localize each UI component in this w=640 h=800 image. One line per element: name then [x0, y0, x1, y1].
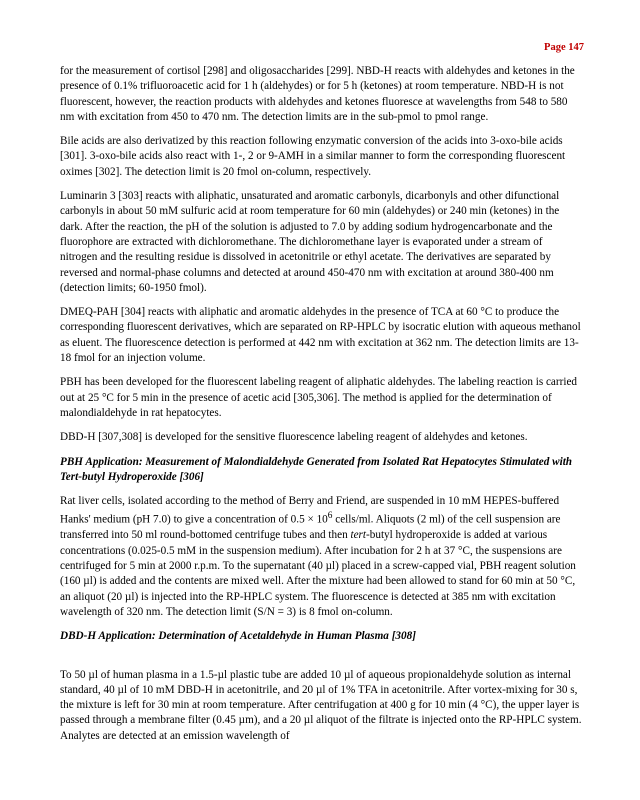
procedure-text-3: -butyl hydroperoxide is added at various concentrations (0.025-0.5 mM in the suspension medium). After incubation for 2 h at 37 °C, the suspensions are centrifuged for 5 min at 2000 r.p.m. To the supernatant (40 µl) placed in a screw-capped vial, PBH reagent solution (160 µl) is added and the contents are mixed well. After the mixture had been allowed to stand for 60 min at 50 °C, an aliquot (20 µl) is injected into the RP-HPLC system. The fluorescence is detected at 385 nm with excitation wavelength of 320 nm. The detection limit (S/N = 3) is 8 fmol on-column. — [60, 529, 576, 618]
italic-term: tert — [350, 529, 367, 542]
exponent: 6 — [327, 511, 333, 522]
paragraph-dbd-h: DBD-H [307,308] is developed for the sensitive fluorescence labeling reagent of aldehydes and ketones. — [60, 431, 528, 444]
paragraph-dbd-h-procedure: To 50 µl of human plasma in a 1.5-µl plastic tube are added 10 µl of aqueous propionaldehyde solution as internal standard, 40 µl of 10 mM DBD-H in acetonitrile, and 20 µl of 1% TFA in acetonitrile. After vortex-mixing for 30 s, the mixture is left for 30 min at room temperature. After centrifugation at 400 g for 10 min (4 °C), the upper layer is passed through a membrane filter (0.45 µm), and a 20 µl aliquot of the filtrate is injected onto the RP-HPLC system. Analytes are detected at an emission wavelength of — [60, 668, 582, 742]
paragraph-pbh: PBH has been developed for the fluorescent labeling reagent of aliphatic aldehydes. The labeling reaction is carried out at 25 °C for 5 min in the presence of acetic acid [305,306]. The method is applied for the determination of malondialdehyde in rat hepatocytes. — [60, 376, 578, 419]
paragraph-pbh-procedure — [60, 494, 582, 620]
paragraph-dmeq-pah: DMEQ-PAH [304] reacts with aliphatic and aromatic aldehydes in the presence of TCA at 60 °C to produce the corresponding fluorescent derivatives, which are separated on RP-HPLC by isocratic elution with aqueous methanol as eluent. The fluorescence detection is performed at 442 nm with excitation at 362 nm. The detection limits are 13-18 fmol for an injection volume. — [60, 306, 581, 365]
paragraph-luminarin: Luminarin 3 [303] reacts with aliphatic, unsaturated and aromatic carbonyls, dicarbonyls and other difunctional carbonyls in about 50 mM sulfuric acid at room temperature for 60 min (aldehydes) or 240 min (ketones) in the dark. After the reaction, the pH of the solution is adjusted to 7.0 by adding sodium hydrogencarbonate and the fluorophore are extracted with dichloromethane. The dichloromethane layer is evaporated under a stream of nitrogen and the resulting residue is dissolved in acetonitrile or ethyl acetate. The derivatives are separated by reversed and normal-phase columns and detected at around 450-470 nm with excitation at around 380-400 nm (detection limits; 60-1950 fmol). — [60, 190, 560, 294]
section-heading-pbh-application: PBH Application: Measurement of Malondialdehyde Generated from Isolated Rat Hepatocytes Stimulated with Tert-butyl Hydroperoxide [306] — [60, 455, 573, 483]
section-heading-dbd-h-application: DBD-H Application: Determination of Acetaldehyde in Human Plasma [308] — [60, 630, 416, 643]
document-body — [60, 64, 582, 753]
paragraph-bile-acids: Bile acids are also derivatized by this reaction following enzymatic conversion of the acids into 3-oxo-bile acids [301]. 3-oxo-bile acids also react with 1-, 2 or 9-AMH in a similar manner to form the corresponding fluorescent oximes [302]. The detection limit is 20 fmol on-column, respectively. — [60, 135, 566, 178]
paragraph-nbd-h: for the measurement of cortisol [298] and oligosaccharides [299]. NBD-H reacts with aldehydes and ketones in the presence of 0.1% trifluoroacetic acid for 1 h (aldehydes) or for 5 h (ketones) at room temperature. NBD-H is not fluorescent, however, the reaction products with aldehydes and ketones fluoresce at wavelengths from 548 to 580 nm with excitation from 450 to 470 nm. The detection limits are in the sub-pmol to pmol range. — [60, 65, 575, 123]
procedure-text-1: Rat liver cells, isolated according to the method of Berry and Friend, are suspended in 10 mM HEPES-buffered Hanks' medium (pH 7.0) to give a concentration of 0.5 × 10 — [60, 495, 560, 527]
page-number: Page 147 — [544, 42, 584, 53]
procedure-text-2: cells/ml. Aliquots (2 ml) of the cell suspension are transferred into 50 ml round-bottomed centrifuge tubes and then — [60, 514, 561, 542]
